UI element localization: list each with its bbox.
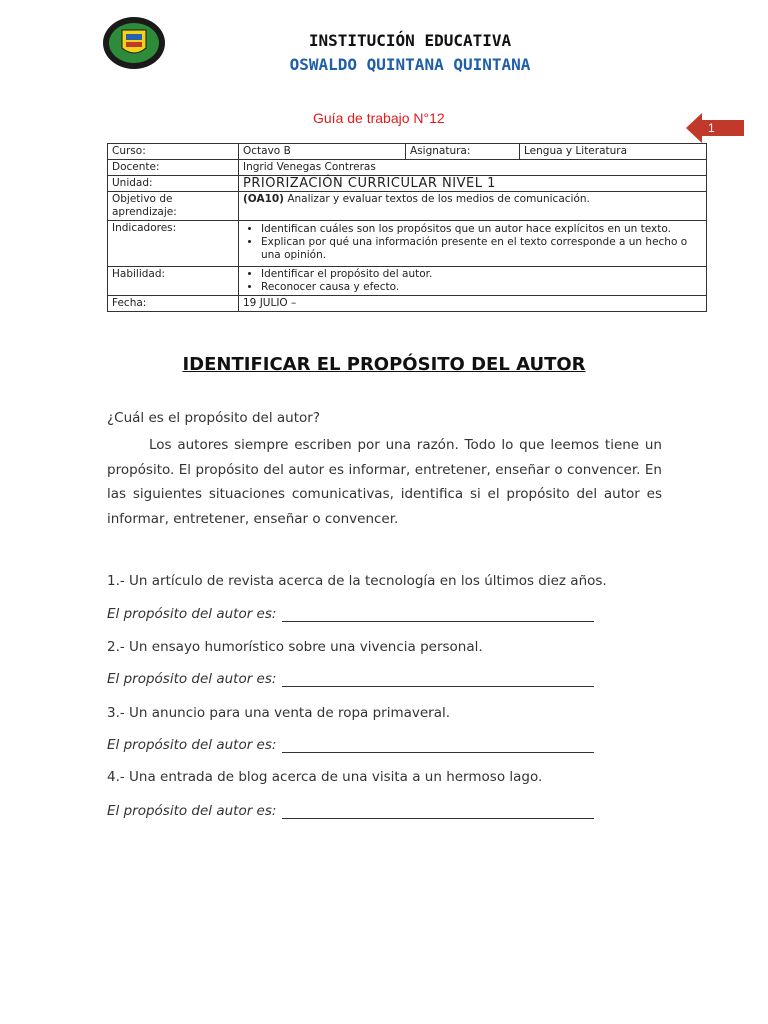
curso-label: Curso: — [108, 144, 239, 160]
habilidad-cell — [239, 267, 707, 296]
indicador-item: • Identifican cuáles son los propósitos que un autor hace explícitos en un texto. — [261, 223, 702, 236]
info-table — [107, 143, 707, 312]
page-number: 1 — [708, 121, 715, 135]
arrow-left-icon — [686, 113, 744, 143]
answer-prompt: El propósito del autor es: — [107, 606, 277, 622]
table-row — [108, 176, 707, 192]
section-heading: IDENTIFICAR EL PROPÓSITO DEL AUTOR — [182, 354, 586, 375]
answer-blank[interactable] — [282, 672, 594, 687]
habilidad-item: • Identificar el propósito del autor. — [261, 268, 702, 281]
answer-blank[interactable] — [282, 607, 594, 622]
table-row — [108, 296, 707, 312]
table-row — [108, 144, 707, 160]
page-number-badge — [686, 113, 744, 143]
asignatura-value: Lengua y Literatura — [520, 144, 707, 160]
exercise-item: 3.- Un anuncio para una venta de ropa primaveral. — [107, 705, 451, 721]
table-row — [108, 192, 707, 221]
indicadores-cell — [239, 221, 707, 267]
exercise-item: 4.- Una entrada de blog acerca de una visita a un hermoso lago. — [107, 769, 543, 785]
table-row — [108, 267, 707, 296]
exercise-item: 2.- Un ensayo humorístico sobre una vivencia personal. — [107, 639, 483, 655]
intro-paragraph: Los autores siempre escriben por una razón. Todo lo que leemos tiene un propósito. El propósito del autor es informar, entretener, enseñar o convencer. En las siguientes situaciones comunicativas, identifica si el propósito del autor es informar, entretener, enseñar o convencer. — [107, 437, 662, 527]
answer-row — [107, 671, 594, 687]
fecha-label: Fecha: — [108, 296, 239, 312]
answer-prompt: El propósito del autor es: — [107, 737, 277, 753]
fecha-value: 19 JULIO – — [239, 296, 707, 312]
indicadores-label: Indicadores: — [108, 221, 239, 267]
answer-row — [107, 606, 594, 622]
table-row — [108, 160, 707, 176]
answer-prompt: El propósito del autor es: — [107, 803, 277, 819]
docente-label: Docente: — [108, 160, 239, 176]
answer-row — [107, 803, 594, 819]
exercise-item: 1.- Un artículo de revista acerca de la tecnología en los últimos diez años. — [107, 573, 607, 589]
asignatura-label: Asignatura: — [406, 144, 520, 160]
answer-prompt: El propósito del autor es: — [107, 671, 277, 687]
answer-blank[interactable] — [282, 804, 594, 819]
habilidad-label: Habilidad: — [108, 267, 239, 296]
table-row — [108, 221, 707, 267]
objetivo-code: (OA10) — [243, 193, 284, 205]
answer-blank[interactable] — [282, 738, 594, 753]
curso-value: Octavo B — [239, 144, 406, 160]
objetivo-label: Objetivo de aprendizaje: — [108, 192, 239, 221]
intro-question: ¿Cuál es el propósito del autor? — [107, 410, 320, 426]
unidad-value: PRIORIZACIÓN CURRICULAR NIVEL 1 — [239, 176, 707, 192]
habilidad-item: • Reconocer causa y efecto. — [261, 281, 702, 294]
docente-value: Ingrid Venegas Contreras — [239, 160, 707, 176]
indicador-item: • Explican por qué una información presente en el texto corresponde a un hecho o una opinión. — [261, 236, 702, 262]
objetivo-value: Analizar y evaluar textos de los medios de comunicación. — [287, 193, 590, 205]
unidad-label: Unidad: — [108, 176, 239, 192]
answer-row — [107, 737, 594, 753]
guide-title: Guía de trabajo N°12 — [313, 110, 445, 126]
institution-name-line2: OSWALDO QUINTANA QUINTANA — [289, 55, 531, 74]
institution-name-line1: INSTITUCIÓN EDUCATIVA — [308, 31, 512, 50]
objetivo-cell — [239, 192, 707, 221]
